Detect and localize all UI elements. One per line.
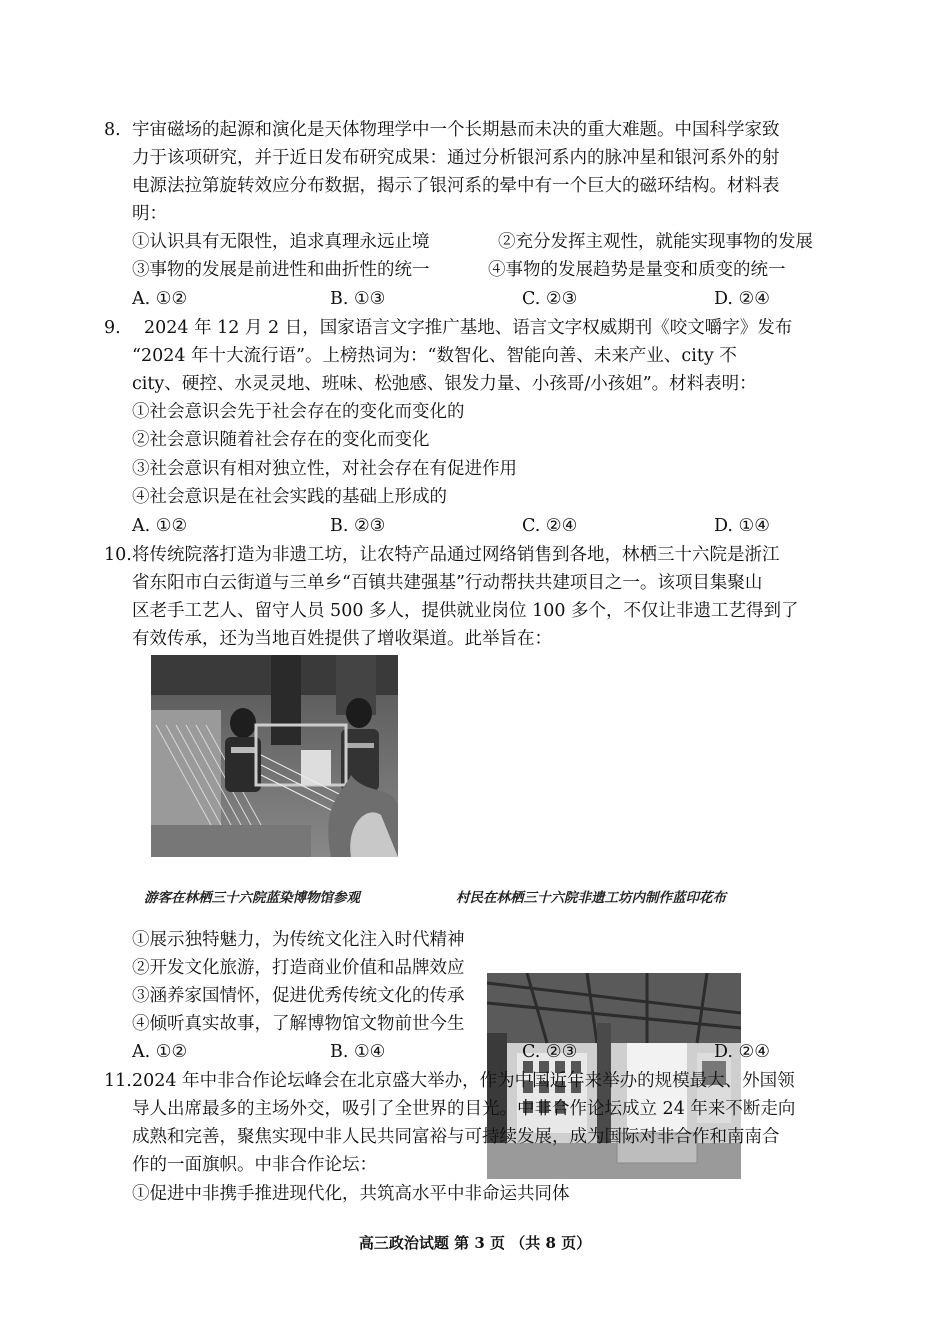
q9-line-3: city、硬控、水灵灵地、班味、松弛感、银发力量、小孩哥/小孩姐”。材料表明：: [132, 374, 757, 394]
q11-line-4: 作的一面旗帜。中非合作论坛：: [132, 1155, 377, 1175]
q8-line-4: 明：: [132, 204, 167, 224]
q8-statement-4: ④事物的发展趋势是量变和质变的统一: [488, 260, 786, 280]
q10-statement-2: ②开发文化旅游，打造商业价值和品牌效应: [132, 958, 465, 978]
q10-option-a: A. ①②: [132, 1042, 188, 1062]
q10-line-2: 省东阳市白云街道与三单乡“百镇共建强基”行动帮扶共建项目之一。该项目集聚山: [132, 573, 763, 593]
q10-option-c: C. ②③: [522, 1042, 578, 1062]
q11-statement-1: ①促进中非携手推进现代化，共筑高水平中非命运共同体: [132, 1184, 570, 1204]
q10-number: 10.: [104, 545, 132, 565]
q10-line-4: 有效传承，还为当地百姓提供了增收渠道。此举旨在：: [132, 629, 552, 649]
q9-number: 9.: [104, 318, 121, 338]
q10-line-1: 将传统院落打造为非遗工坊，让农特产品通过网络销售到各地，林栖三十六院是浙江: [132, 545, 780, 565]
photo-caption-right: 村民在林栖三十六院非遗工坊内制作蓝印花布: [456, 890, 726, 906]
q10-statement-4: ④倾听真实故事，了解博物馆文物前世今生: [132, 1014, 465, 1034]
q9-statement-1: ①社会意识会先于社会存在的变化而变化的: [132, 402, 465, 422]
q9-option-b: B. ②③: [330, 516, 386, 536]
q8-line-3: 电源法拉第旋转效应分布数据，揭示了银河系的晕中有一个巨大的磁环结构。材料表: [132, 176, 780, 196]
q10-option-b: B. ①④: [330, 1042, 386, 1062]
q10-statement-1: ①展示独特魅力，为传统文化注入时代精神: [132, 930, 465, 950]
q8-statement-2: ②充分发挥主观性，就能实现事物的发展: [498, 232, 813, 252]
weaving-workshop-photo: [151, 655, 398, 857]
q9-line-1: 2024 年 12 月 2 日，国家语言文字推广基地、语言文字权威期刊《咬文嚼字》发布: [144, 318, 793, 338]
q11-line-2: 导人出席最多的主场外交，吸引了全世界的目光。中非合作论坛成立 24 年来不断走向: [132, 1099, 796, 1119]
q8-option-d: D. ②④: [714, 289, 770, 309]
q8-statement-1: ①认识具有无限性，追求真理永远止境: [132, 232, 430, 252]
photo-caption-left: 游客在林栖三十六院蓝染博物馆参观: [144, 890, 360, 906]
page-footer: 高三政治试题 第 3 页 （共 8 页）: [358, 1234, 592, 1252]
q11-line-3: 成熟和完善，聚焦实现中非人民共同富裕与可持续发展，成为国际对非合作和南南合: [132, 1127, 780, 1147]
q8-option-c: C. ②③: [522, 289, 578, 309]
q9-statement-2: ②社会意识随着社会存在的变化而变化: [132, 430, 430, 450]
q10-statement-3: ③涵养家国情怀，促进优秀传统文化的传承: [132, 986, 465, 1006]
q8-option-a: A. ①②: [132, 289, 188, 309]
q9-line-2: “2024 年十大流行语”。上榜热词为：“数智化、智能向善、未来产业、city 不: [132, 346, 737, 366]
q8-statement-3: ③事物的发展是前进性和曲折性的统一: [132, 260, 430, 280]
q9-option-d: D. ①④: [714, 516, 770, 536]
q9-statement-4: ④社会意识是在社会实践的基础上形成的: [132, 487, 447, 507]
q8-line-1: 宇宙磁场的起源和演化是天体物理学中一个长期悬而未决的重大难题。中国科学家致: [132, 120, 780, 140]
q10-option-d: D. ②④: [714, 1042, 770, 1062]
q8-line-2: 力于该项研究，并于近日发布研究成果：通过分析银河系内的脉冲星和银河系外的射: [132, 148, 780, 168]
q9-option-c: C. ②④: [522, 516, 578, 536]
q11-number: 11.: [104, 1071, 132, 1091]
q10-line-3: 区老手工艺人、留守人员 500 多人，提供就业岗位 100 多个，不仅让非遗工艺得到了: [132, 601, 799, 621]
q9-option-a: A. ①②: [132, 516, 188, 536]
q11-line-1: 2024 年中非合作论坛峰会在北京盛大举办，作为中国近年来举办的规模最大、外国领: [132, 1071, 795, 1091]
q8-number: 8.: [104, 120, 121, 140]
q8-option-b: B. ①③: [330, 289, 386, 309]
q9-statement-3: ③社会意识有相对独立性，对社会存在有促进作用: [132, 459, 517, 479]
